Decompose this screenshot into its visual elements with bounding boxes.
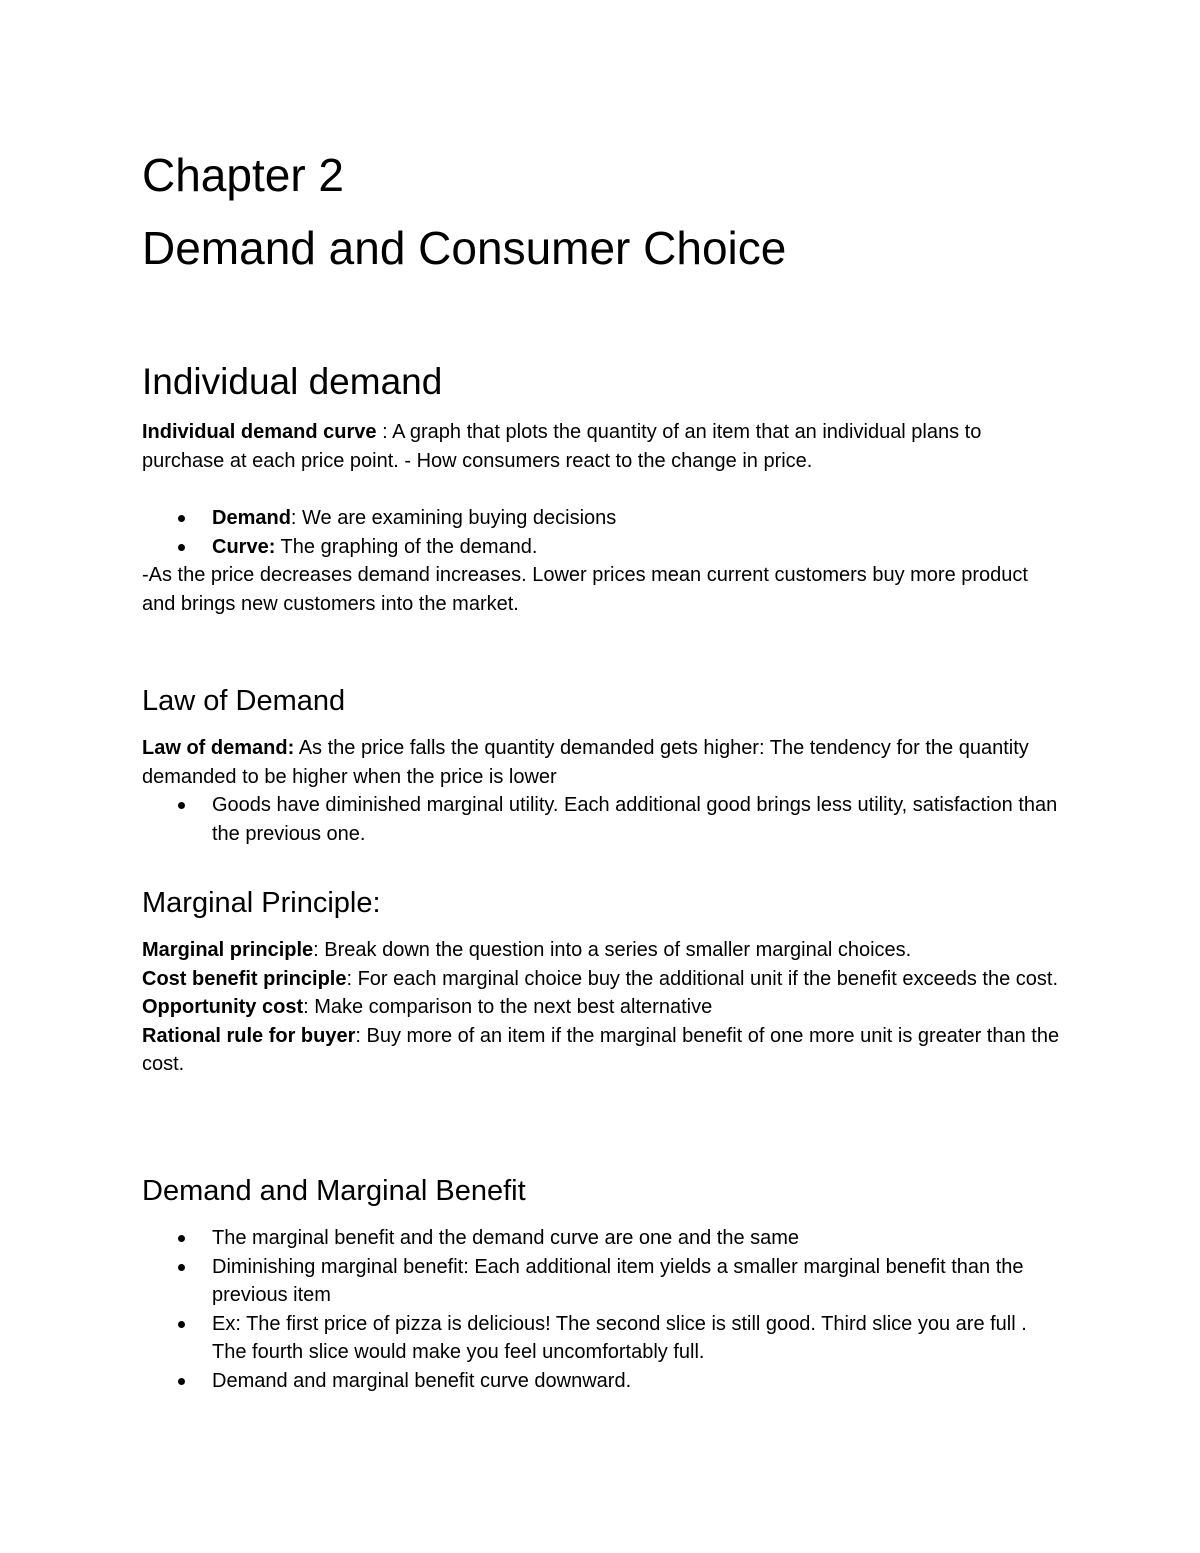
document-title: Demand and Consumer Choice [142, 222, 787, 274]
definition-term: Law of demand: [142, 737, 295, 759]
list-item [142, 1310, 1062, 1367]
definition-text: : Make comparison to the next best alternative [303, 996, 713, 1019]
definition-text: : Buy more of an item if the marginal benefit of one more unit is greater than the cost. [142, 1024, 1060, 1076]
individual-demand-bullets [142, 504, 1062, 561]
individual-demand-note: -As the price decreases demand increases. Lower prices mean current customers buy more product and brings new customers into the market. [142, 564, 1028, 615]
definition-text: : Break down the question into a series of smaller marginal choices. [313, 939, 912, 961]
bullet-icon [178, 544, 185, 551]
section-heading-marginal-principle: Marginal Principle: [142, 887, 381, 919]
section-heading-individual-demand: Individual demand [142, 361, 443, 402]
definition-text: As the price falls the quantity demanded gets higher: The tendency for the quantity demanded to be higher when the price is lower [142, 737, 1029, 788]
bullet-text: Goods have diminished marginal utility. Each additional good brings less utility, satisfaction than the previous one. [212, 794, 1058, 845]
bullet-text: Ex: The first price of pizza is delicious! The second slice is still good. Third slice you are full . The fourth slice would make you feel uncomfortably full. [212, 1312, 1027, 1364]
definition-text: : A graph that plots the quantity of an item that an individual plans to purchase at each price point. - How consumers react to the change in price. [142, 421, 982, 472]
bullet-icon [178, 802, 185, 809]
section-heading-law-of-demand: Law of Demand [142, 685, 346, 717]
bullet-icon [178, 1321, 185, 1328]
demand-marginal-benefit-bullets [142, 1224, 1062, 1396]
law-of-demand-bullets [142, 791, 1062, 848]
list-item [142, 533, 1062, 562]
definition-term: Cost benefit principle [142, 967, 347, 990]
definition-term: Individual demand curve [142, 421, 377, 443]
list-item [142, 1224, 1062, 1253]
bullet-icon [178, 1235, 185, 1242]
individual-demand-definition [142, 418, 1062, 475]
bullet-text: Demand and marginal benefit curve downward. [212, 1369, 632, 1392]
list-item [142, 1253, 1062, 1310]
section-heading-demand-marginal-benefit: Demand and Marginal Benefit [142, 1175, 526, 1207]
bullet-icon [178, 515, 185, 522]
law-of-demand-definition [142, 734, 1062, 791]
bullet-text: : We are examining buying decisions [290, 507, 617, 529]
definition-term: Rational rule for buyer [142, 1024, 356, 1047]
list-item [142, 504, 1062, 533]
bullet-icon [178, 1378, 185, 1385]
bullet-icon [178, 1264, 185, 1271]
bullet-text: Diminishing marginal benefit: Each additional item yields a smaller marginal benefit than the previous item [212, 1255, 1024, 1307]
bullet-term: Curve: [212, 535, 276, 558]
definition-text: : For each marginal choice buy the additional unit if the benefit exceeds the cost. [346, 967, 1059, 990]
definition-term: Opportunity cost [142, 996, 304, 1019]
chapter-label: Chapter 2 [142, 149, 345, 201]
list-item [142, 791, 1062, 848]
bullet-text: The graphing of the demand. [275, 535, 538, 558]
marginal-principle-definitions [142, 936, 1062, 1079]
definition-term: Marginal principle [142, 939, 314, 961]
bullet-term: Demand [212, 507, 291, 529]
list-item [142, 1367, 1062, 1396]
bullet-text: The marginal benefit and the demand curve are one and the same [212, 1227, 800, 1249]
